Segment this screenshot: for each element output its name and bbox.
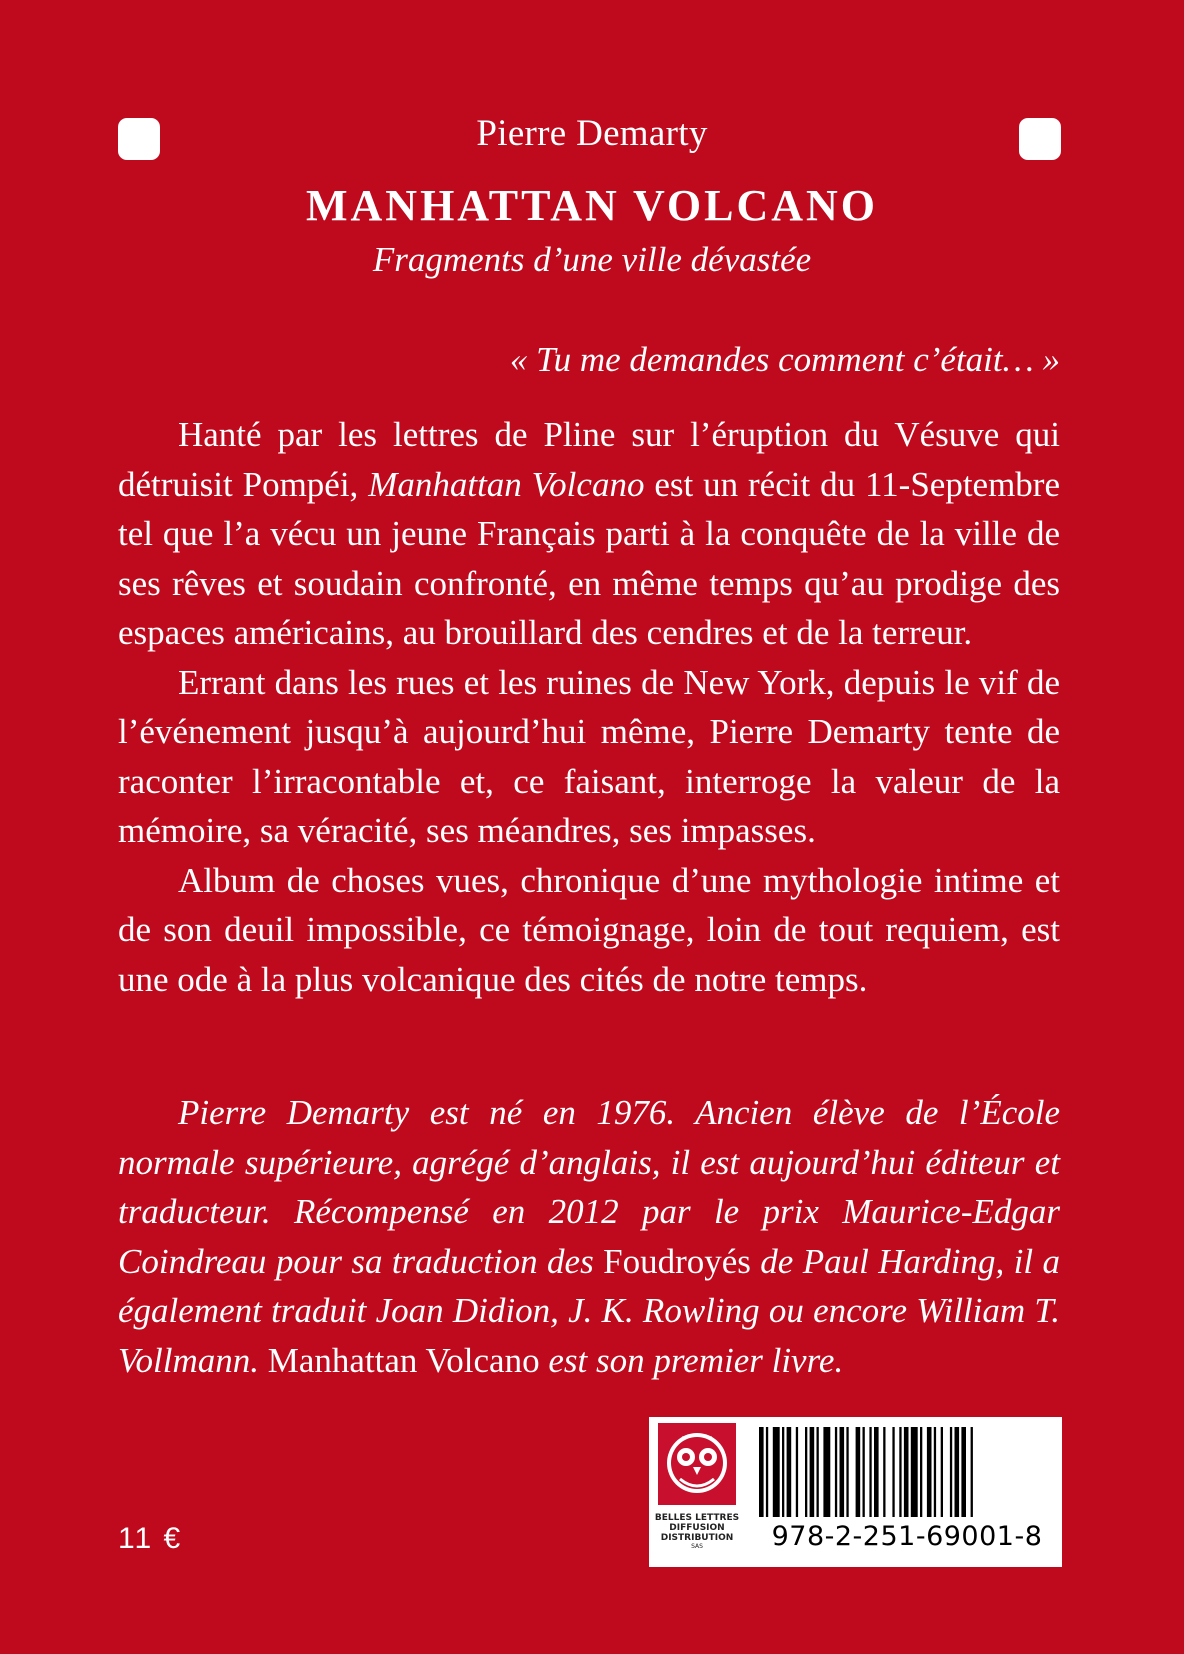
barcode-bar [835, 1427, 837, 1517]
barcode-bar [869, 1427, 871, 1517]
barcode-bar [904, 1427, 909, 1517]
blurb-title-mention: Manhattan Volcano [368, 464, 645, 504]
book-subtitle: Fragments d’une ville dévastée [372, 240, 812, 279]
barcode-icon [757, 1427, 1057, 1517]
barcode-bar [863, 1427, 865, 1517]
barcode-bar [856, 1427, 861, 1517]
barcode-bar [846, 1427, 848, 1517]
author-name: Pierre Demarty [476, 113, 708, 154]
barcode-label [649, 1417, 1062, 1567]
blurb-paragraph-3: Album de choses vues, chronique d’une mythologie intime et de son deuil impossible, ce témoignage, loin de tout requiem, est une ode à la plus volcanique des cités de notre temps. [118, 860, 1060, 999]
barcode-bar [773, 1427, 780, 1517]
barcode-bar [899, 1427, 901, 1517]
author-bio: Pierre Demarty est né en 1976. Ancien élève de l’École normale supérieure, agrégé d’anglais, il est aujourd’hui éditeur et traducteur. Récompensé en 2012 par le prix Maurice-Edgar Coindreau pour sa traduction des Foudroyés de Paul Harding, il a également traduit Joan Didion, J. K. Rowling ou encore William T. Vollmann. Manhattan Volcano est son premier livre. [118, 1093, 1060, 1380]
barcode-bar [840, 1427, 845, 1517]
blurb [118, 410, 1060, 1004]
barcode-bar [911, 1427, 918, 1517]
barcode-bar [961, 1427, 966, 1517]
barcode-bar [920, 1427, 922, 1517]
barcode-bar [805, 1427, 807, 1517]
barcode-bar [796, 1427, 798, 1517]
barcode-bar [787, 1427, 792, 1517]
barcode-bar [823, 1427, 830, 1517]
publisher-block: BELLES LETTRES DIFFUSION DISTRIBUTION SAS [653, 1423, 741, 1563]
isbn-number: 978-2-251-69001-8 [771, 1521, 1043, 1552]
barcode-bar [950, 1427, 952, 1517]
publisher-name: BELLES LETTRES DIFFUSION DISTRIBUTION [654, 1513, 740, 1543]
epigraph: « Tu me demandes comment c’était… » [509, 340, 1060, 379]
barcode-bar [759, 1427, 764, 1517]
barcode-bar [971, 1427, 973, 1517]
barcode-bar [934, 1427, 936, 1517]
barcode-bar [927, 1427, 932, 1517]
barcode-bar [883, 1427, 885, 1517]
price: 11 € [118, 1522, 183, 1555]
barcode-bar [892, 1427, 894, 1517]
barcode-bar [766, 1427, 768, 1517]
owl-icon [658, 1423, 736, 1505]
barcode-bar [874, 1427, 879, 1517]
book-title: MANHATTAN VOLCANO [305, 181, 879, 230]
blurb-paragraph-2: Errant dans les rues et les ruines de New York, depuis le vif de l’événement jusqu’à aujourd’hui même, Pierre Demarty tente de raconter l’irracontable et, ce faisant, interroge la valeur de la mémoire, sa véracité, ses méandres, ses impasses. [118, 662, 1060, 850]
barcode-bar [810, 1427, 815, 1517]
barcode-bar [955, 1427, 960, 1517]
blurb-paragraph-1: Hanté par les lettres de Pline sur l’éruption du Vésuve qui détruisit Pompéi, Manhattan Volcano est un récit du 11-Septembre tel que l’a vécu un jeune Français parti à la conquête de la ville de ses rêves et soudain confronté, en même temps qu’au prodige des espaces américains, au brouillard des cendres et de la terreur. [118, 415, 1060, 652]
barcode-bar [817, 1427, 819, 1517]
barcode-bar [941, 1427, 943, 1517]
barcode-bar [782, 1427, 784, 1517]
